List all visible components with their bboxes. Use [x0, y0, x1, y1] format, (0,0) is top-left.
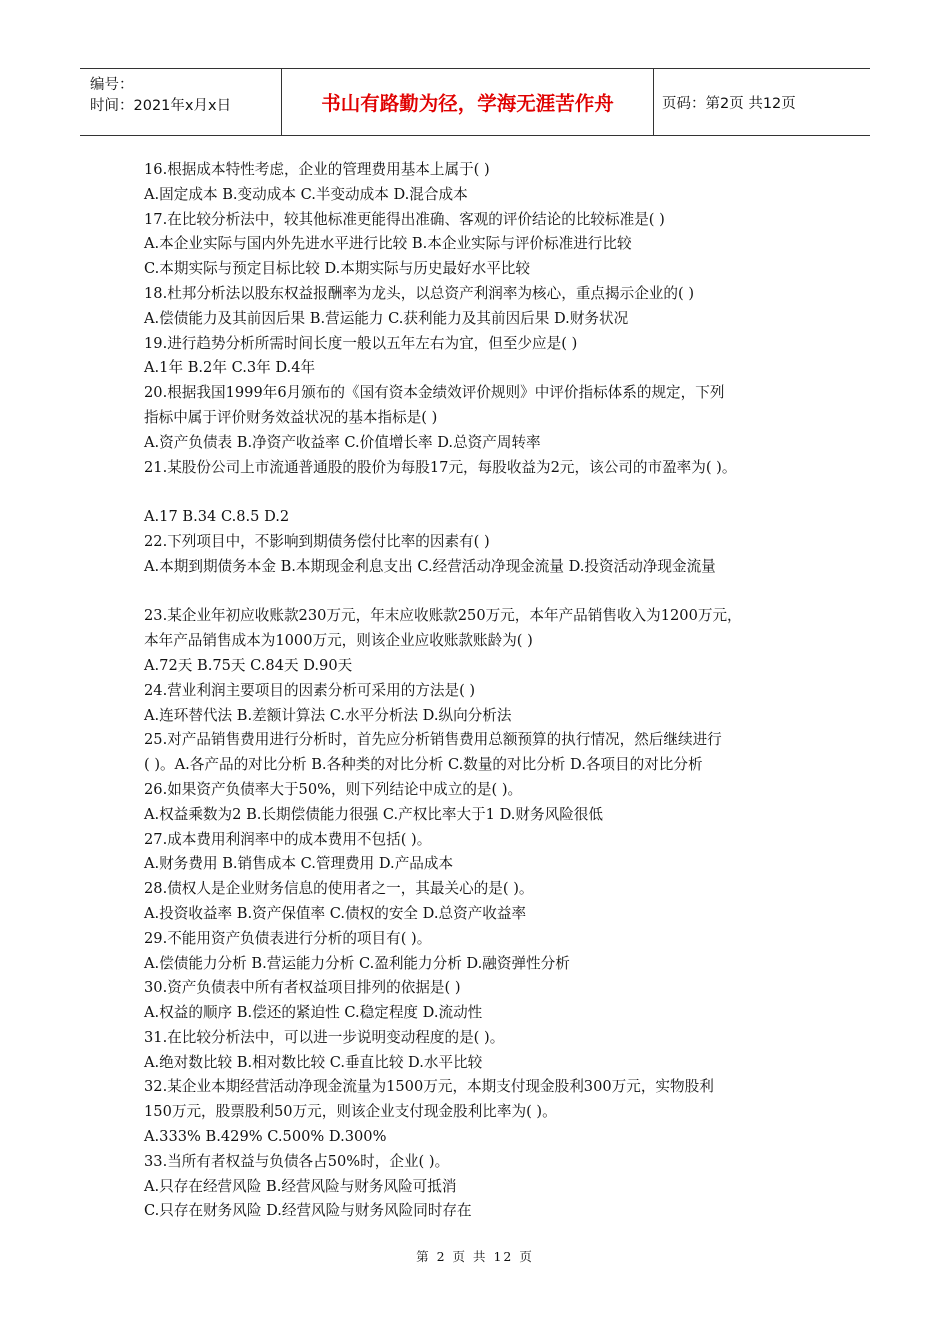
- text-line: A.固定成本 B.变动成本 C.半变动成本 D.混合成本: [144, 185, 468, 203]
- text-line: 22.下列项目中，不影响到期债务偿付比率的因素有( ): [144, 532, 490, 550]
- header-motto: 书山有路勤为径，学海无涯苦作舟: [282, 69, 654, 135]
- text-line: 28.债权人是企业财务信息的使用者之一，其最关心的是( )。: [144, 880, 534, 898]
- text-line: A.权益乘数为2 B.长期偿债能力很强 C.产权比率大于1 D.财务风险很低: [144, 805, 603, 823]
- text-line: A.投资收益率 B.资产保值率 C.债权的安全 D.总资产收益率: [144, 904, 527, 922]
- text-line: ( )。A.各产品的对比分析 B.各种类的对比分析 C.数量的对比分析 D.各项目的对比分析: [144, 756, 703, 774]
- text-line: A.财务费用 B.销售成本 C.管理费用 D.产品成本: [144, 855, 454, 873]
- text-line: A.本企业实际与国内外先进水平进行比较 B.本企业实际与评价标准进行比较: [144, 235, 632, 253]
- blank-line: [144, 580, 824, 605]
- document-body: [144, 158, 824, 1224]
- text-line: A.连环替代法 B.差额计算法 C.水平分析法 D.纵向分析法: [144, 706, 512, 724]
- text-line: 指标中属于评价财务效益状况的基本指标是( ): [144, 408, 438, 426]
- text-line: 16.根据成本特性考虑，企业的管理费用基本上属于( ): [144, 161, 490, 178]
- text-line: 23.某企业年初应收账款230万元，年末应收账款250万元，本年产品销售收入为1200万元，: [144, 607, 742, 625]
- text-line: C.本期实际与预定目标比较 D.本期实际与历史最好水平比较: [144, 260, 530, 278]
- text-line: C.只存在财务风险 D.经营风险与财务风险同时存在: [144, 1202, 472, 1220]
- text-line: 30.资产负债表中所有者权益项目排列的依据是( ): [144, 979, 461, 997]
- text-line: A.17 B.34 C.8.5 D.2: [144, 508, 290, 526]
- text-line: 19.进行趋势分析所需时间长度一般以五年左右为宜，但至少应是( ): [144, 334, 578, 352]
- text-line: 29.不能用资产负债表进行分析的项目有( )。: [144, 929, 432, 947]
- text-line: 24.营业利润主要项目的因素分析可采用的方法是( ): [144, 681, 476, 699]
- text-line: 27.成本费用利润率中的成本费用不包括( )。: [144, 830, 432, 848]
- header-page-info: 页码：第2页 共12页: [662, 95, 796, 112]
- time-label: 时间：2021年x月x日: [90, 98, 232, 114]
- blank-line: [144, 480, 824, 505]
- text-line: A.权益的顺序 B.偿还的紧迫性 C.稳定程度 D.流动性: [144, 1004, 483, 1022]
- text-line: 31.在比较分析法中，可以进一步说明变动程度的是( )。: [144, 1028, 505, 1046]
- text-line: A.资产负债表 B.净资产收益率 C.价值增长率 D.总资产周转率: [144, 433, 541, 451]
- text-line: 26.如果资产负债率大于50%，则下列结论中成立的是( )。: [144, 780, 523, 798]
- header-meta: [80, 69, 282, 135]
- text-line: A.333% B.429% C.500% D.300%: [144, 1128, 387, 1146]
- text-line: A.只存在经营风险 B.经营风险与财务风险可抵消: [144, 1177, 457, 1195]
- text-line: A.绝对数比较 B.相对数比较 C.垂直比较 D.水平比较: [144, 1053, 483, 1071]
- text-line: 本年产品销售成本为1000万元，则该企业应收账款账龄为( ): [144, 632, 533, 650]
- page-footer: 第 2 页 共 12 页: [416, 1249, 534, 1264]
- text-line: 32.某企业本期经营活动净现金流量为1500万元，本期支付现金股利300万元，实物股利: [144, 1078, 714, 1096]
- text-line: A.本期到期债务本金 B.本期现金利息支出 C.经营活动净现金流量 D.投资活动净现金流量: [144, 557, 716, 575]
- code-label: 编号：: [90, 77, 134, 93]
- text-line: 33.当所有者权益与负债各占50%时，企业( )。: [144, 1152, 450, 1170]
- text-line: A.1年 B.2年 C.3年 D.4年: [144, 359, 316, 377]
- text-line: A.72天 B.75天 C.84天 D.90天: [144, 656, 353, 674]
- text-line: 150万元，股票股利50万元，则该企业支付现金股利比率为( )。: [144, 1103, 557, 1121]
- text-line: 18.杜邦分析法以股东权益报酬率为龙头，以总资产利润率为核心，重点揭示企业的( ): [144, 284, 695, 302]
- text-line: A.偿债能力及其前因后果 B.营运能力 C.获利能力及其前因后果 D.财务状况: [144, 309, 629, 327]
- text-line: A.偿债能力分析 B.营运能力分析 C.盈利能力分析 D.融资弹性分析: [144, 954, 570, 972]
- text-line: 21.某股份公司上市流通普通股的股价为每股17元，每股收益为2元，该公司的市盈率为( )。: [144, 458, 737, 476]
- text-line: 17.在比较分析法中，较其他标准更能得出准确、客观的评价结论的比较标准是( ): [144, 210, 665, 228]
- text-line: 20.根据我国1999年6月颁布的《国有资本金绩效评价规则》中评价指标体系的规定，下列: [144, 384, 725, 402]
- text-line: 25.对产品销售费用进行分析时，首先应分析销售费用总额预算的执行情况，然后继续进行: [144, 731, 722, 749]
- page-header: [80, 68, 870, 136]
